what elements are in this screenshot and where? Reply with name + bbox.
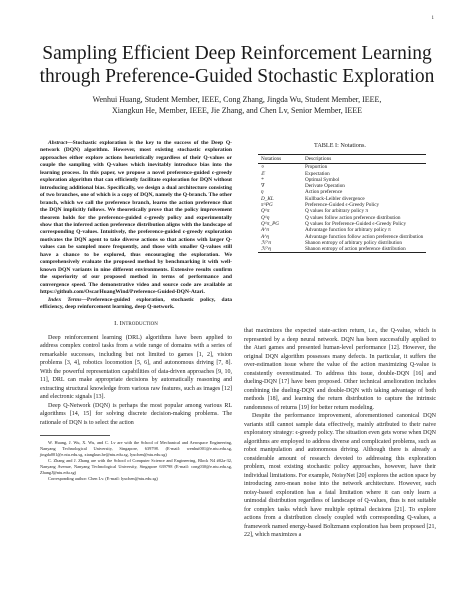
table-caption: TABLE I: Notations.	[314, 142, 366, 149]
table-cell-symbol: 𝔼	[261, 170, 265, 177]
table-cell-symbol: ∇	[261, 183, 265, 190]
table-cell-description: Action preference	[305, 189, 343, 196]
table-cell-symbol: ∝	[261, 164, 265, 171]
table-header-row	[258, 155, 426, 164]
table-cell-symbol: A^π	[261, 227, 269, 234]
table-cell-description: Kullback-Leibler divergence	[305, 195, 365, 202]
title-line-2: through Preference-Guided Stochastic Exploration	[39, 66, 435, 87]
table-row	[258, 246, 426, 253]
table-cell-symbol: *	[261, 176, 264, 183]
right-paragraph-2: Despite the performance improvement, aforementioned canonical DQN variants still cannot sample data effectively, mainly attributed to their naive exploratory strategy: ϵ-greedy policy. The situation even gets worse when DQN algorithms are employed to address diverse and complicated problems, such as robot manipulation and autonomous driving. Although there is already a considerable amount of research devoted to addressing this exploration problem, most existing stochastic policy approaches, however, have their individual limitations. For example, NoisyNet [20] explores the action space by introducing zero-mean noise into the network architecture. However, such noisy-based exploration has a fatal limitation where it can only learn a unimodal distribution regardless of landscape of Q-values, thus is not suitable for complex tasks which have multiple optimal decisions [21]. To explore actions from a distribution closely coupled with corresponding Q-values, a framework named energy-based Boltzmann exploration has been proposed [21, 22], which maximizes a	[244, 413, 436, 538]
index-terms-label: Index Terms	[48, 296, 82, 303]
table-cell-symbol: D_KL	[261, 195, 274, 202]
footnote-affiliation-2: C. Zhang and J. Zhang are with the School of Computer Science and Engineering, Block N4 #02a-32, Nanyang Avenue, Nanyang Technological University, Singapore 639798 (E-mail: cong030@e.ntu.edu.sg, ZhangJ@ntu.edu.sg)	[40, 458, 232, 476]
index-terms	[40, 297, 232, 312]
table-cell-symbol: Q^η	[261, 214, 270, 221]
abstract	[40, 140, 232, 297]
table-cell-description: Optimal Symbol	[305, 176, 340, 183]
table-cell-symbol: Q^π	[261, 208, 270, 215]
footnote-affiliation-1: W. Huang, J. Wu, X. Wu, and C. Lv are with the School of Mechanical and Aerospace Engineering, Nanyang Technological University, Singapore, 639798. (E-mail: wenhui001@e.ntu.edu.sg, jingda001@e.ntu.edu.sg, xiangkun.he@ntu.edu.sg, lyuchen@ntu.edu.sg)	[40, 440, 232, 458]
table-cell-description: Q values for Preference-Guided ϵ-Greedy Policy	[305, 220, 407, 227]
table-cell-symbol: A^η	[261, 233, 269, 240]
table-cell-symbol: ℋ^η	[258, 246, 302, 253]
table-cell-symbol: Q^π_PG	[261, 220, 280, 227]
abstract-label: Abstract	[48, 140, 68, 146]
table-cell-description: Shanon entropy of arbitrary policy distribution	[305, 239, 402, 246]
table-cell-description: Proportion	[305, 164, 328, 171]
footnote-corresponding-author: Corresponding author: Chen Lv. (E-mail: lyuchen@ntu.edu.sg)	[48, 476, 158, 482]
table-cell-description: Expectation	[305, 170, 330, 177]
table-cell-description: Shanon entropy of action preference distribution	[302, 246, 426, 253]
table-cell-description: Advantage function for arbitrary policy π	[305, 227, 391, 234]
table-row	[258, 164, 426, 171]
notation-table-block	[244, 142, 436, 253]
table-cell-symbol: ℋ^π	[261, 239, 271, 246]
left-column	[40, 140, 232, 482]
page-number: 1	[431, 16, 434, 21]
table-cell-description: Derivate Operation	[305, 183, 345, 190]
table-cell-description: Advantage function follow action preference distribution	[305, 233, 424, 240]
intro-paragraph-2: Deep Q-Network (DQN) is perhaps the most popular among various RL algorithms [14, 15] for solving discrete decision-making problems. The rationale of DQN is to select the action	[40, 402, 232, 426]
right-paragraph-1: that maximizes the expected state-action return, i.e., the Q-value, which is represented by a deep neural network. DQN has been successfully applied to the Atari games and presented human-level performance [12]. However, the original DQN algorithm possesses many defects. In particular, it suffers the over-estimation issue where the value of the action maximizing Q-value is consistently overestimated. To address this issue, double-DQN [16] and dueling-DQN [17] have been proposed. Other technical amelioration includes combining the dueling-DQN and double-DQN with taking advantage of both methods [18], and learning the return distribution to capture the intrinsic randomness of returns [19] for better return modeling.	[244, 328, 436, 411]
table-header-notations: Notations	[258, 155, 302, 164]
intro-paragraph-1: Deep reinforcement learning (DRL) algorithms have been applied to address complex control tasks from a wide range of domains with a series of remarkable successes, including but not limited to games [1, 2], vision problems [3, 4], robotics locomotion [5, 6], and autonomous driving [7, 8]. With the powerful representation capabilities of data-driven approaches [9, 10, 11], DRL can make appropriate decisions by automatically reasoning and extracting structural knowledge from various raw features, such as images [12] and electronic signals [13].	[40, 334, 232, 401]
table-cell-description: Preference-Guided ϵ-Greedy Policy	[305, 202, 380, 209]
table-cell-symbol: π^PG	[261, 202, 273, 209]
table-header-descriptions: Descriptions	[302, 155, 426, 164]
footnote-divider	[40, 435, 110, 436]
title-line-1: Sampling Efficient Deep Reinforcement Learning	[42, 43, 432, 64]
section-heading-introduction: I. Introduction	[114, 320, 158, 328]
table-cell-symbol: η	[261, 189, 264, 196]
right-column	[244, 327, 436, 540]
table-cell-description: Q values follow action preference distribution	[305, 214, 401, 221]
index-terms-text: —Preference-guided exploration, stochastic policy, data efficiency, deep reinforcement learning, deep Q-network.	[40, 296, 232, 310]
table-cell-description: Q values for arbitrary policy π	[305, 208, 368, 215]
authors-line-2: Xiangkun He, Member, IEEE, Jie Zhang, and Chen Lv, Senior Member, IEEE	[111, 106, 363, 115]
paper-title	[20, 42, 454, 88]
author-list	[20, 94, 454, 116]
notation-table	[258, 154, 426, 253]
abstract-text: —Stochastic exploration is the key to the success of the Deep Q-network (DQN) algorithm. However, most existing stochastic exploration approaches either explore actions heuristically regardless of their Q-values or couple the sampling with Q-values which inevitably introduce bias into the learning process. In this paper, we propose a novel preference-guided ϵ-greedy exploration algorithm that can efficiently facilitate exploration for DQN without introducing additional bias. Specifically, we design a dual architecture consisting of two branches, one of which is a copy of DQN, namely the Q-branch. The other branch, which we call the preference branch, learns the action preference that the DQN implicitly follows. We theoretically prove that the policy improvement theorem holds for the preference-guided ϵ-greedy policy and experimentally show that the inferred action preference distribution aligns with the landscape of corresponding Q-values. Intuitively, the preference-guided ϵ-greedy exploration motivates the DQN agent to take diverse actions so that actions with larger Q-values can be sampled more frequently, and those with smaller Q-values still have a chance to be explored, thus encouraging the exploration. We comprehensively evaluate the proposed method by benchmarking it with well-known DQN variants in nine different environments. Extensive results confirm the superiority of our proposed method in terms of performance and convergence speed. The demonstrative video and source code are available at https://github.com/OscarHuangWind/Preference-Guided-DQN-Atari.	[40, 140, 232, 296]
authors-line-1: Wenhui Huang, Student Member, IEEE, Cong Zhang, Jingda Wu, Student Member, IEEE,	[92, 95, 382, 104]
